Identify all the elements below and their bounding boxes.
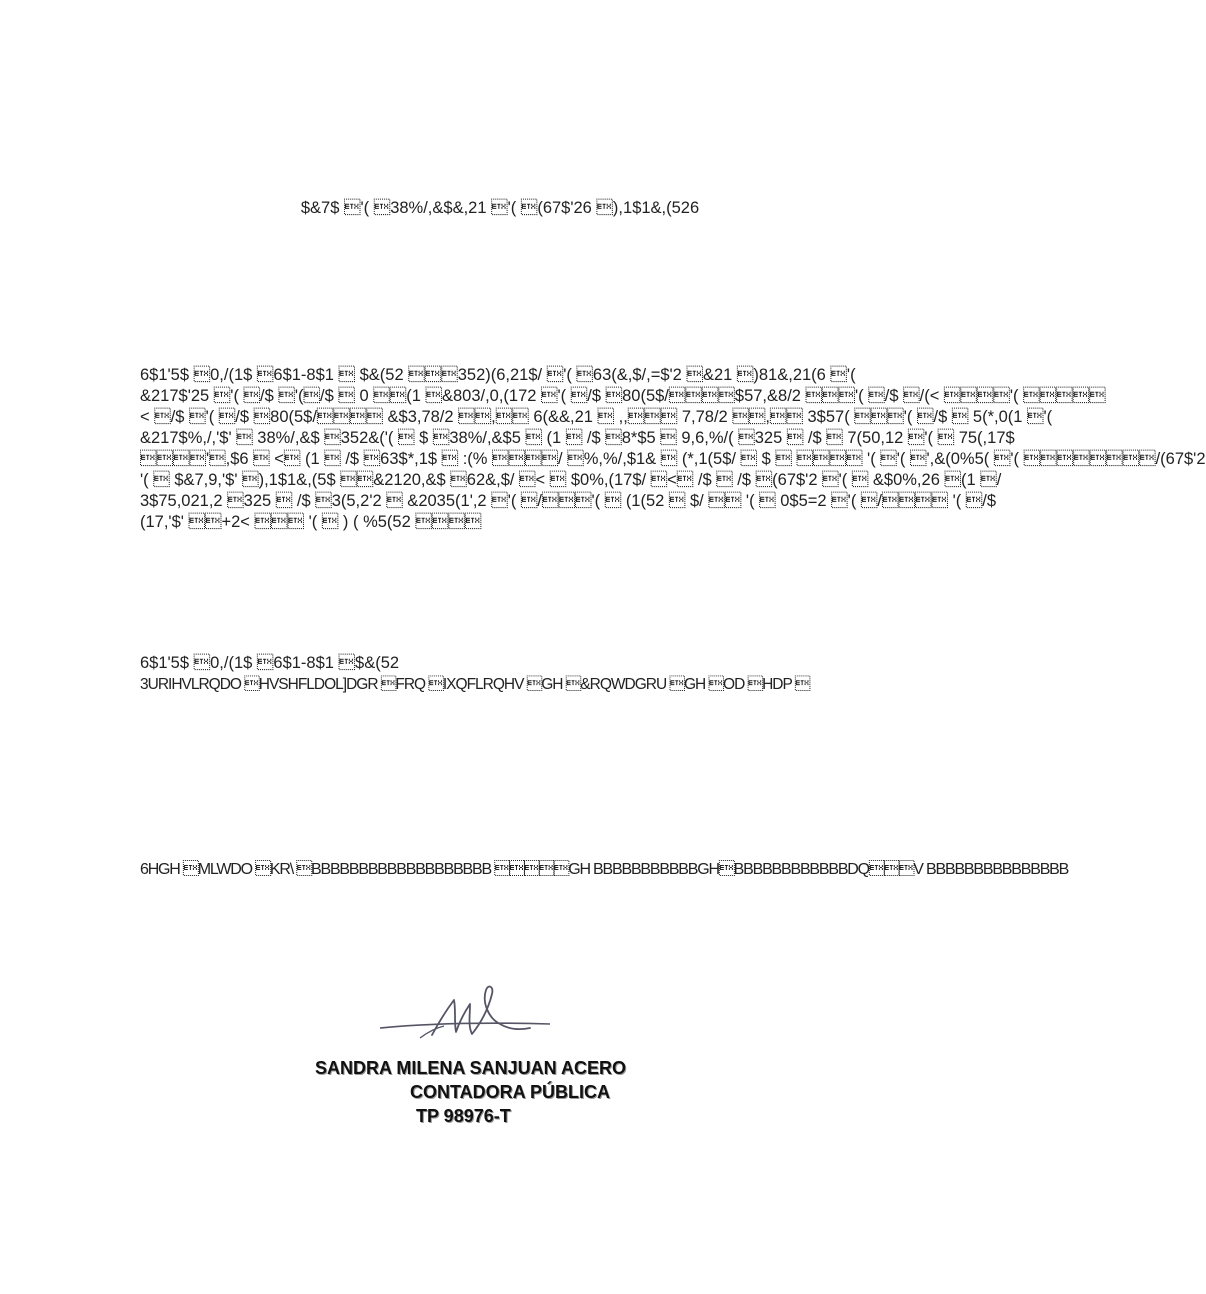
place-date-line: 6HGH MLWDO KR\ BBBBBBBBBBBBBBBBBBB GH BBBBBBBBBBBGHBBBBBBBBBBBBDQV BBBBBBBBBBBBBBB <box>140 861 1069 878</box>
signer-role: CONTADORA PÚBLICA <box>410 1082 610 1102</box>
body-line: '(  $&7,9,'$' ),1$1&,(5$ &2120,&$ 62&,$/ <  $0%,(17$/ < /$  /$ (67$'2 '(  &$0%,26 (1 / <box>140 471 1002 489</box>
document-title: $&7$ '( 38%/,&$&,21 '( (67$'26 ),1$1&,(526 <box>300 199 700 217</box>
body-line: &217$%,/,'$'  38%/,&$ 352&('(  $ 38%/,&$5  (1  /$ 8*$5  9,6,%/( 325  /$  7(50,12 '(  75(,17$ <box>140 429 1015 447</box>
body-line: < /$ '( /$ 80(5$/ &$3,78/2 , 6(&&,21  ,, 7,78/2 , 3$57( '( /$  5(*,0(1 '( <box>140 408 1053 426</box>
body-line: 6$1'5$ 0,/(1$ 6$1-8$1  $&(52 352)(6,21$/ '( 63(&,$/,=$'2 &21 )81&,21(6 '( <box>140 366 856 384</box>
signer-name: SANDRA MILENA SANJUAN ACERO <box>315 1058 627 1078</box>
body-line: ',$6  < (1  /$ 63$*,1$  :(% / %,%/,$1&  (*,1(5$/  $   '( '( ',&(0%5( '( /(67$'2 <box>140 450 1206 468</box>
professional-license: TP 98976-T <box>416 1106 511 1126</box>
body-line: 3$75,021,2 325  /$ 3(5,2'2  &2035(1',2 '( /'(  (1(52  $/  '(  0$5=2 '( / '( /$ <box>140 492 997 510</box>
body-line: &217$'25 '( /$ '(/$  0 (1 &803/,0,(172 '( /$ 80(5$/$57,&8/2 '( /$ /(< '(  <box>140 387 1106 405</box>
handwritten-signature <box>370 980 560 1050</box>
body-line: (17,'$' +2<  '(  ) ( %5(52  <box>140 513 482 531</box>
signer-name-coded: 6$1'5$ 0,/(1$ 6$1-8$1 $&(52 <box>140 654 400 672</box>
signer-role-coded: 3URIHVLRQDO HVSHFLDOL]DGR FRQ IXQFLRQHV GH &RQWDGRU GH OD HDP  <box>140 676 810 693</box>
